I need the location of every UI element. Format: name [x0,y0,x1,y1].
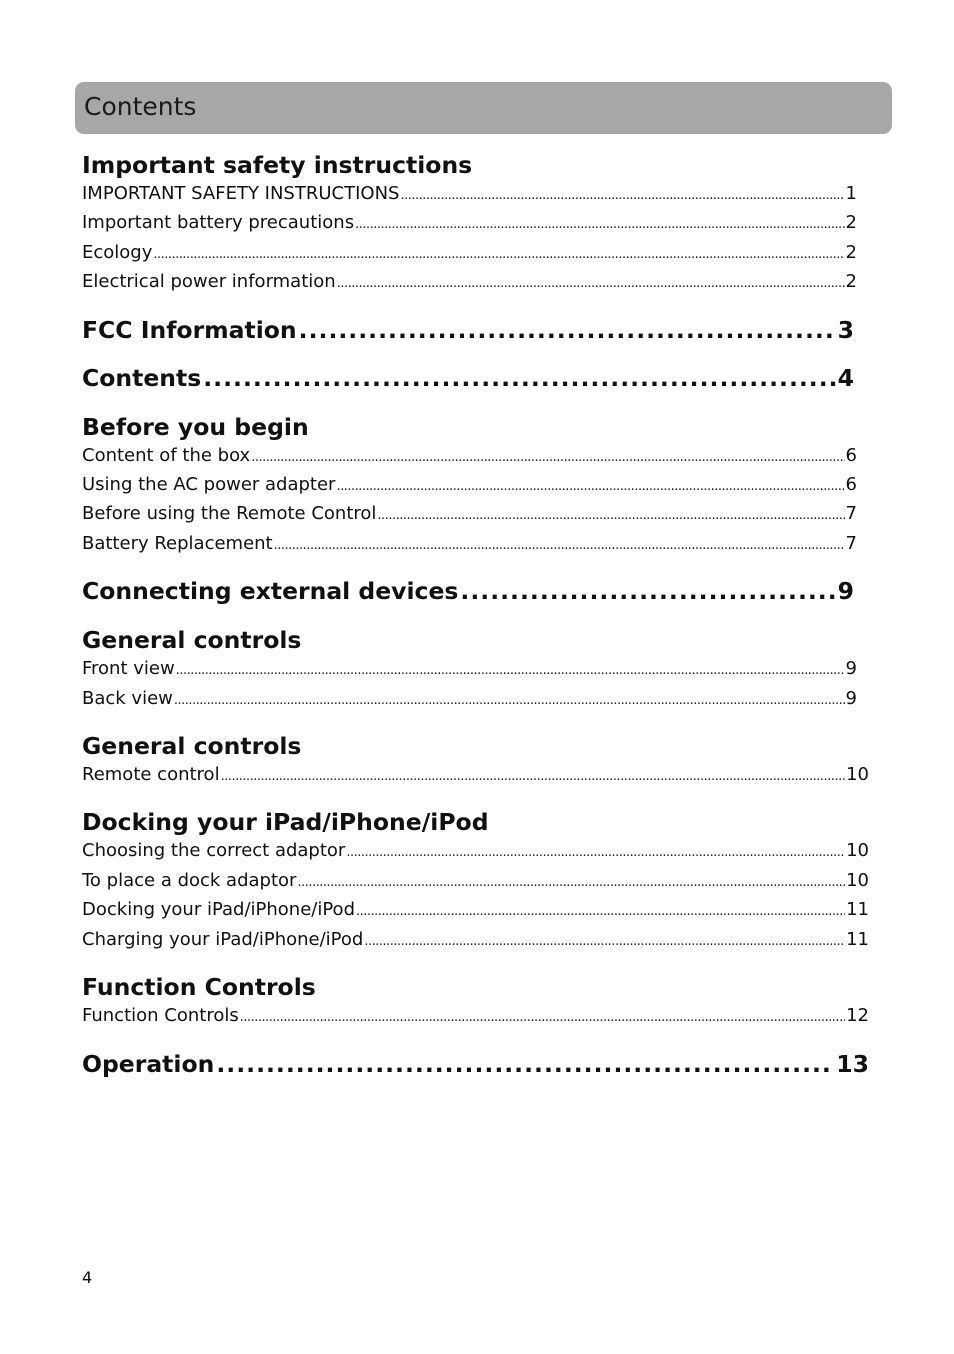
toc-entry-label: Before using the Remote Control [82,503,377,525]
toc-top-entry-page: 4 [837,363,854,392]
page-title: Contents [84,92,197,121]
toc-top-entry-page: 13 [836,1049,869,1078]
toc-entry-page: 9 [845,658,857,680]
dot-leader [356,898,845,925]
dot-leader [174,687,845,714]
dot-leader [203,363,835,393]
section-heading: Docking your iPad/iPhone/iPod [82,808,489,837]
dot-leader [299,315,836,345]
toc-entry[interactable] [82,896,869,925]
toc-entry-page: 9 [845,687,857,709]
toc-top-entry-label: Operation [82,1049,215,1078]
section-heading: Before you begin [82,412,309,441]
toc-entry-page: 7 [845,532,857,554]
toc-top-entry-page: 3 [837,315,854,344]
section-heading: General controls [82,732,302,761]
dot-leader [400,182,844,209]
toc-entry[interactable] [82,655,857,684]
toc-top-entry-label: Connecting external devices [82,577,459,606]
toc-entry[interactable] [82,761,869,790]
dot-leader [251,444,844,471]
toc-entry[interactable] [82,500,857,529]
toc-entry[interactable] [82,926,869,955]
dot-leader [153,241,844,268]
toc-section [82,972,872,1031]
toc-entry[interactable] [82,867,869,896]
toc-entry-label: To place a dock adaptor [82,869,297,891]
toc-entry-page: 2 [845,271,857,293]
toc-entry[interactable] [82,209,857,238]
toc-entry-page: 7 [845,503,857,525]
toc-entry[interactable] [82,239,857,268]
toc-entry-label: Docking your iPad/iPhone/iPod [82,899,355,921]
toc-top-entry[interactable] [82,576,854,606]
contents-banner [75,82,892,134]
toc-entry-page: 2 [845,241,857,263]
toc-top-entry-label: FCC Information [82,315,297,344]
dot-leader [355,211,844,238]
dot-leader [297,869,845,896]
page-number: 4 [82,1268,93,1287]
toc-section [82,150,872,298]
toc-entry-label: Important battery precautions [82,212,355,234]
toc-entry-label: Battery Replacement [82,532,273,554]
toc-top-entry-page: 9 [837,577,854,606]
dot-leader [336,473,844,500]
toc-entry[interactable] [82,180,857,209]
toc-section [82,625,872,714]
dot-leader [274,532,845,559]
toc-section [82,807,872,955]
toc-top-entry[interactable] [82,363,854,393]
dot-leader [346,839,845,866]
toc-entry-label: Remote control [82,764,220,786]
dot-leader [216,1049,834,1079]
toc-entry-label: Back view [82,687,173,709]
toc-entry-page: 2 [845,212,857,234]
toc-entry-page: 10 [846,764,869,786]
table-of-contents [82,150,872,1079]
toc-entry-label: Choosing the correct adaptor [82,840,346,862]
toc-section [82,412,872,560]
toc-entry-page: 11 [846,899,869,921]
toc-entry-label: Charging your iPad/iPhone/iPod [82,928,364,950]
toc-entry[interactable] [82,685,857,714]
toc-entry[interactable] [82,442,857,471]
toc-entry-page: 10 [846,869,869,891]
toc-entry-page: 12 [846,1005,869,1027]
toc-top-entry[interactable] [82,1049,869,1079]
toc-entry-page: 6 [845,444,857,466]
toc-entry[interactable] [82,530,857,559]
section-heading: Important safety instructions [82,151,473,179]
toc-entry-label: IMPORTANT SAFETY INSTRUCTIONS [82,183,400,204]
toc-entry-label: Electrical power information [82,271,336,293]
toc-entry-page: 10 [846,840,869,862]
toc-entry-label: Content of the box [82,444,251,466]
dot-leader [337,270,845,297]
toc-entry-page: 6 [845,474,857,496]
dot-leader [377,502,844,529]
toc-entry[interactable] [82,268,857,297]
dot-leader [176,657,845,684]
toc-section [82,731,872,790]
section-heading: General controls [82,626,302,655]
toc-entry-label: Front view [82,658,175,680]
dot-leader [221,763,846,790]
toc-top-entry-label: Contents [82,363,202,392]
toc-entry-page: 1 [845,183,857,204]
toc-entry-page: 11 [846,928,869,950]
dot-leader [364,928,845,955]
toc-entry-label: Function Controls [82,1005,239,1027]
toc-entry[interactable] [82,1002,869,1031]
section-heading: Function Controls [82,973,316,1002]
toc-entry-label: Using the AC power adapter [82,474,336,496]
dot-leader [460,576,835,606]
dot-leader [240,1004,845,1031]
toc-entry-label: Ecology [82,241,153,263]
toc-top-entry[interactable] [82,315,854,345]
toc-entry[interactable] [82,471,857,500]
toc-entry[interactable] [82,837,869,866]
